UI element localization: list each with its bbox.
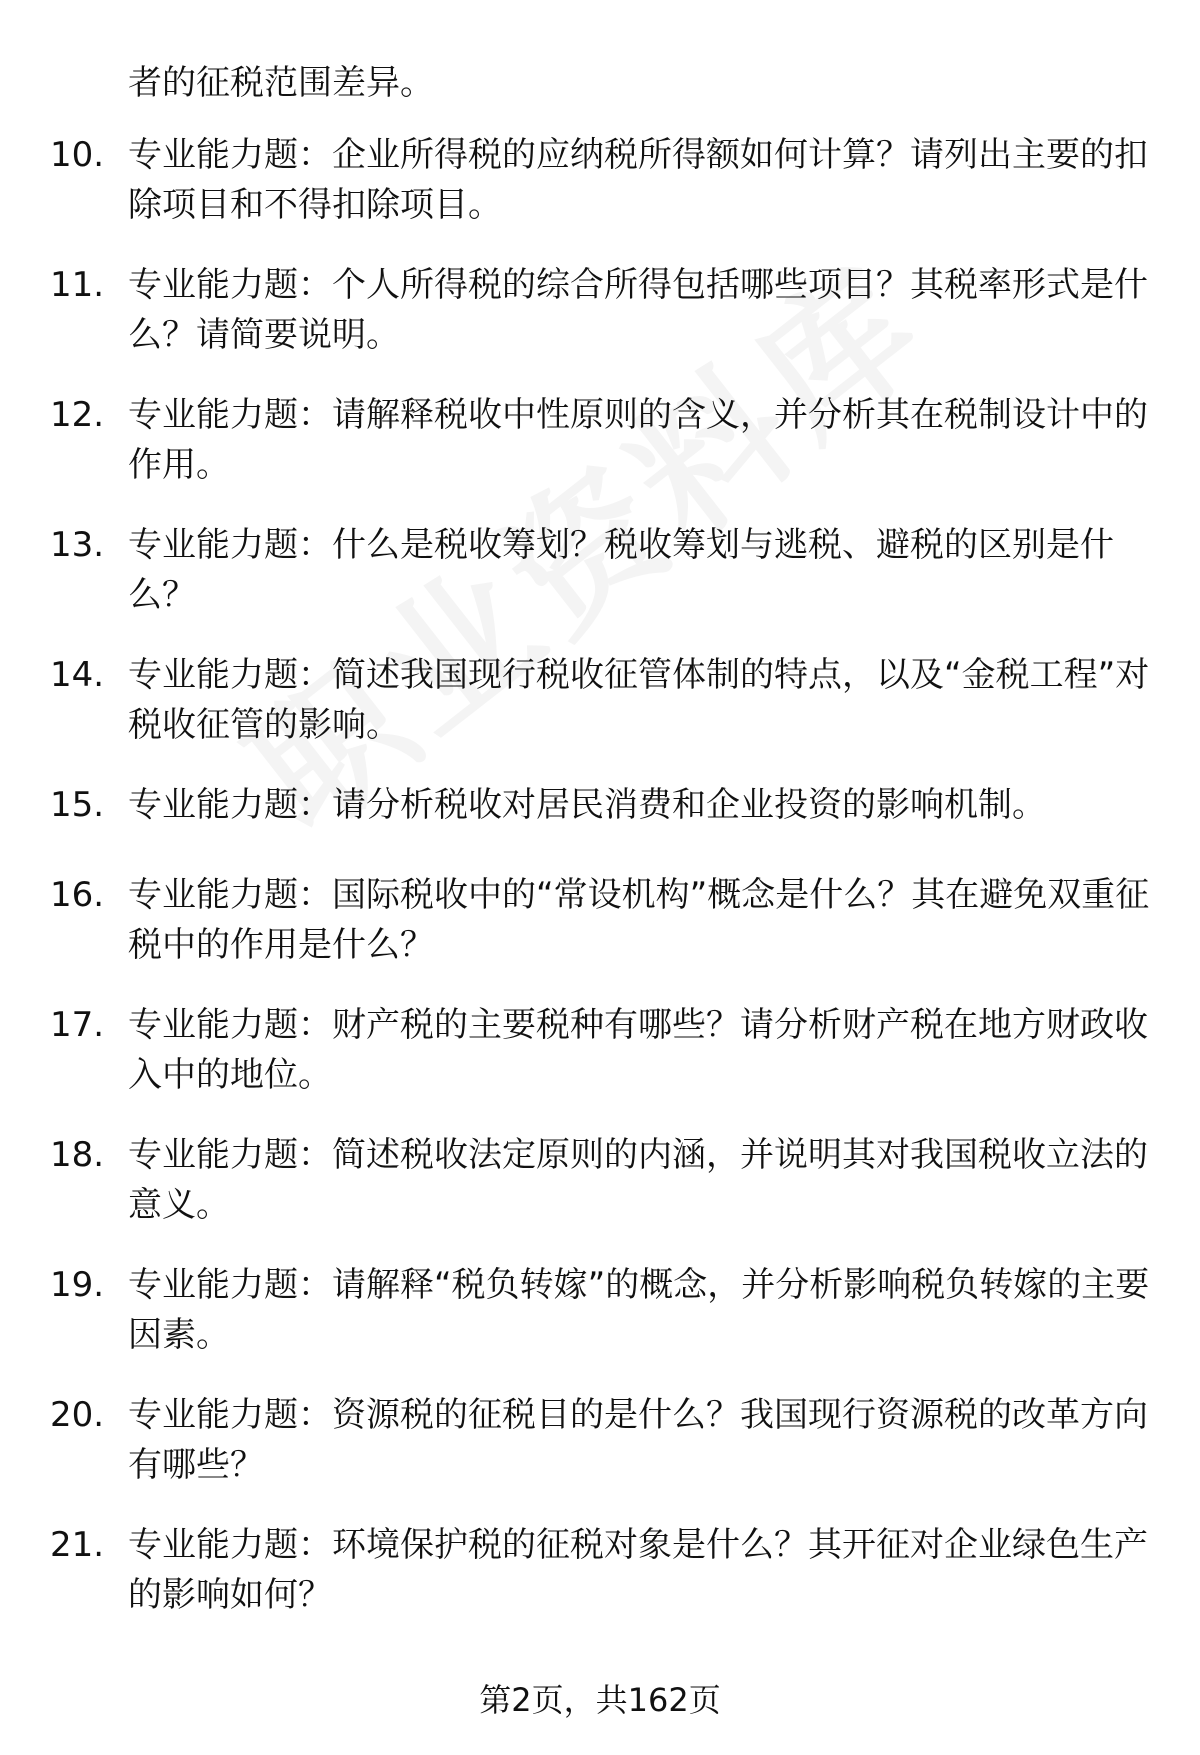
- page-footer: 第2页，共162页: [479, 1681, 721, 1719]
- question-item: [50, 130, 1160, 230]
- question-text: 专业能力题：国际税收中的“常设机构”概念是什么？其在避免双重征税中的作用是什么？: [128, 875, 1150, 965]
- question-text: 专业能力题：财产税的主要税种有哪些？请分析财产税在地方财政收入中的地位。: [128, 1005, 1148, 1095]
- question-number: 15.: [50, 785, 105, 825]
- question-text: 专业能力题：资源税的征税目的是什么？我国现行资源税的改革方向有哪些？: [128, 1395, 1148, 1485]
- question-number: 11.: [50, 265, 105, 305]
- question-item: [50, 1130, 1160, 1230]
- question-text: 专业能力题：环境保护税的征税对象是什么？其开征对企业绿色生产的影响如何？: [128, 1525, 1148, 1615]
- question-item: [50, 1390, 1160, 1490]
- question-number: 16.: [50, 875, 105, 915]
- question-number: 19.: [50, 1265, 105, 1305]
- question-number: 12.: [50, 395, 105, 435]
- question-text: 专业能力题：请分析税收对居民消费和企业投资的影响机制。: [128, 785, 1046, 825]
- question-number: 17.: [50, 1005, 105, 1045]
- question-number: 20.: [50, 1395, 105, 1435]
- question-item: [50, 1000, 1160, 1100]
- question-text: 专业能力题：什么是税收筹划？税收筹划与逃税、避税的区别是什么？: [128, 525, 1114, 615]
- question-item: [50, 390, 1160, 490]
- question-item: [50, 1520, 1160, 1620]
- question-text: 专业能力题：简述我国现行税收征管体制的特点，以及“金税工程”对税收征管的影响。: [128, 655, 1150, 745]
- question-item: [50, 1260, 1160, 1360]
- question-number: 18.: [50, 1135, 105, 1175]
- question-number: 14.: [50, 655, 105, 695]
- question-number: 13.: [50, 525, 105, 565]
- question-text: 专业能力题：企业所得税的应纳税所得额如何计算？请列出主要的扣除项目和不得扣除项目。: [128, 135, 1148, 225]
- question-item: [50, 870, 1160, 970]
- question-item: [50, 520, 1160, 620]
- question-item: [50, 650, 1160, 750]
- question-item: [50, 780, 1160, 830]
- question-text: 专业能力题：个人所得税的综合所得包括哪些项目？其税率形式是什么？请简要说明。: [128, 265, 1148, 355]
- question-number: 10.: [50, 135, 105, 175]
- question-text: 专业能力题：简述税收法定原则的内涵，并说明其对我国税收立法的意义。: [128, 1135, 1148, 1225]
- question-text: 专业能力题：请解释“税负转嫁”的概念，并分析影响税负转嫁的主要因素。: [128, 1265, 1150, 1355]
- question-text: 专业能力题：请解释税收中性原则的含义，并分析其在税制设计中的作用。: [128, 395, 1148, 485]
- question-item: [50, 260, 1160, 360]
- question-number: 21.: [50, 1525, 105, 1565]
- continuation-line: 者的征税范围差异。: [128, 63, 434, 103]
